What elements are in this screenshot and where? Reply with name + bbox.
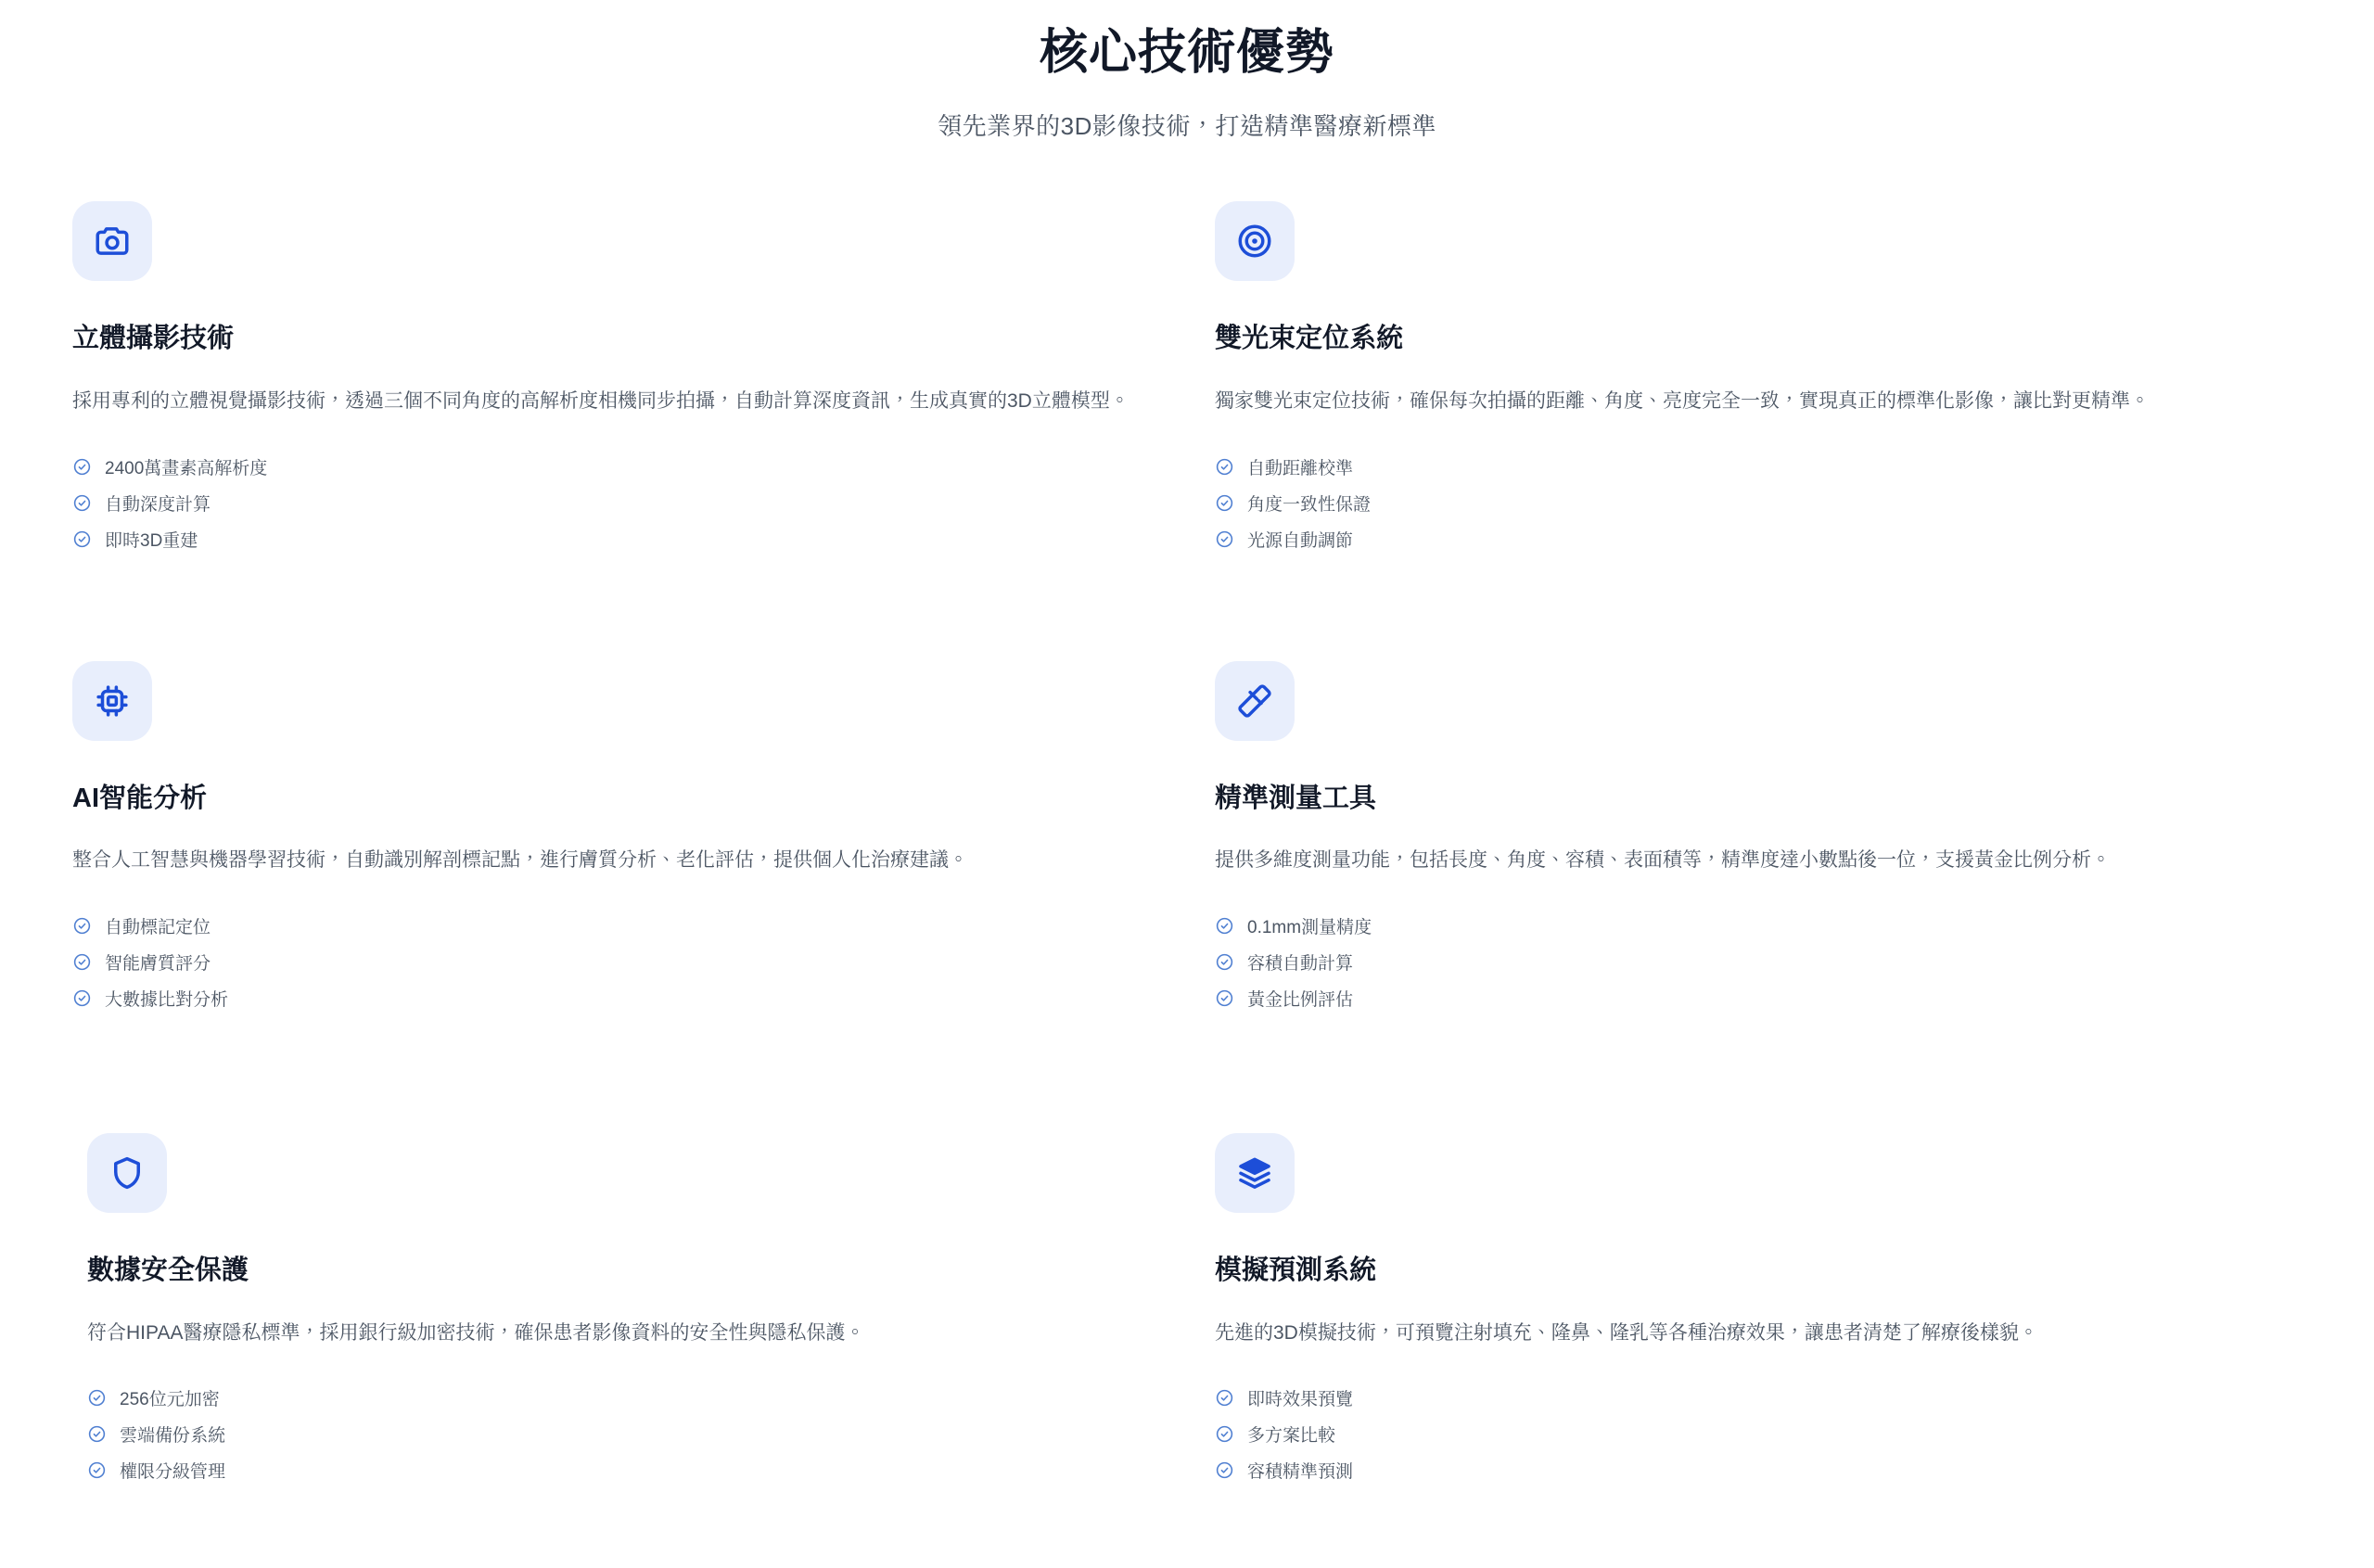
check-circle-icon: [87, 1388, 107, 1408]
feature-description: 採用專利的立體視覺攝影技術，透過三個不同角度的高解析度相機同步拍攝，自動計算深度資訊，生成真實的3D立體模型。: [72, 390, 1130, 413]
page-title: 核心技術優勢: [1039, 26, 1334, 80]
check-circle-icon: [1215, 1424, 1234, 1444]
feature-points: [1215, 1380, 2292, 1488]
point-label: 即時3D重建: [105, 530, 198, 551]
list-item: [72, 908, 1150, 944]
list-item: [1215, 1452, 2292, 1488]
list-item: [72, 485, 1150, 521]
list-item: [72, 944, 1150, 980]
feature-card-dual-beam-positioning: [1215, 201, 2302, 599]
section-header: [0, 0, 2374, 142]
point-label: 角度一致性保證: [1247, 494, 1372, 515]
point-label: 權限分級管理: [120, 1462, 226, 1483]
point-label: 光源自動調節: [1247, 530, 1354, 551]
list-item: [1215, 908, 2292, 944]
point-label: 自動深度計算: [105, 494, 211, 515]
point-label: 容積精準預測: [1247, 1462, 1354, 1483]
feature-title: 模擬預測系統: [1215, 1255, 1377, 1285]
point-label: 即時效果預覽: [1247, 1390, 1354, 1410]
check-circle-icon: [87, 1424, 107, 1444]
target-icon: [1215, 201, 1295, 281]
feature-title: 雙光束定位系統: [1215, 324, 1404, 354]
feature-card-precision-measurement: [1215, 600, 2302, 1059]
point-label: 多方案比較: [1247, 1426, 1336, 1447]
ruler-icon: [1215, 661, 1295, 741]
point-label: 大數據比對分析: [105, 989, 229, 1010]
camera-icon: [72, 201, 152, 281]
feature-title: 立體攝影技術: [72, 324, 235, 354]
list-item: [1215, 521, 2292, 557]
point-label: 2400萬畫素高解析度: [105, 458, 268, 478]
point-label: 黃金比例評估: [1247, 989, 1354, 1010]
feature-card-simulation-prediction: [1215, 1059, 2302, 1531]
check-circle-icon: [1215, 529, 1234, 549]
list-item: [1215, 449, 2292, 485]
check-circle-icon: [72, 457, 92, 477]
check-circle-icon: [1215, 952, 1234, 972]
page-subtitle: 領先業界的3D影像技術，打造精準醫療新標準: [938, 112, 1436, 141]
feature-description: 獨家雙光束定位技術，確保每次拍攝的距離、角度、亮度完全一致，實現真正的標準化影像，讓比對更精準。: [1215, 390, 2150, 413]
check-circle-icon: [72, 952, 92, 972]
point-label: 雲端備份系統: [120, 1426, 226, 1447]
list-item: [1215, 980, 2292, 1016]
feature-card-data-security: [72, 1059, 1159, 1531]
list-item: [72, 521, 1150, 557]
features-grid: [0, 201, 2374, 1531]
check-circle-icon: [72, 988, 92, 1008]
feature-title: 數據安全保護: [87, 1255, 249, 1285]
check-circle-icon: [1215, 916, 1234, 936]
feature-description: 符合HIPAA醫療隱私標準，採用銀行級加密技術，確保患者影像資料的安全性與隱私保護。: [87, 1321, 865, 1344]
list-item: [72, 449, 1150, 485]
feature-points: [87, 1380, 1150, 1488]
list-item: [1215, 1380, 2292, 1416]
point-label: 256位元加密: [120, 1390, 220, 1410]
cpu-chip-icon: [72, 661, 152, 741]
feature-points: [1215, 908, 2292, 1016]
shield-icon: [87, 1133, 167, 1213]
point-label: 自動距離校準: [1247, 458, 1354, 478]
check-circle-icon: [1215, 493, 1234, 513]
check-circle-icon: [72, 529, 92, 549]
check-circle-icon: [1215, 988, 1234, 1008]
check-circle-icon: [1215, 1388, 1234, 1408]
feature-points: [72, 449, 1150, 557]
list-item: [1215, 944, 2292, 980]
list-item: [87, 1452, 1150, 1488]
feature-title: 精準測量工具: [1215, 783, 1377, 813]
list-item: [1215, 1416, 2292, 1452]
point-label: 智能膚質評分: [105, 953, 211, 974]
layers-icon: [1215, 1133, 1295, 1213]
feature-card-ai-analysis: [72, 600, 1159, 1059]
feature-title: AI智能分析: [72, 783, 208, 813]
check-circle-icon: [72, 493, 92, 513]
list-item: [1215, 485, 2292, 521]
check-circle-icon: [87, 1460, 107, 1480]
list-item: [87, 1380, 1150, 1416]
check-circle-icon: [1215, 457, 1234, 477]
list-item: [72, 980, 1150, 1016]
point-label: 容積自動計算: [1247, 953, 1354, 974]
point-label: 0.1mm測量精度: [1247, 917, 1372, 937]
check-circle-icon: [72, 916, 92, 936]
point-label: 自動標記定位: [105, 917, 211, 937]
feature-points: [1215, 449, 2292, 557]
feature-description: 提供多維度測量功能，包括長度、角度、容積、表面積等，精準度達小數點後一位，支援黃金比例分析。: [1215, 849, 2111, 872]
check-circle-icon: [1215, 1460, 1234, 1480]
feature-card-stereo-photography: [72, 201, 1159, 599]
feature-description: 整合人工智慧與機器學習技術，自動識別解剖標記點，進行膚質分析、老化評估，提供個人化治療建議。: [72, 849, 968, 872]
feature-points: [72, 908, 1150, 1016]
feature-description: 先進的3D模擬技術，可預覽注射填充、隆鼻、隆乳等各種治療效果，讓患者清楚了解療後樣貌。: [1215, 1321, 2038, 1344]
list-item: [87, 1416, 1150, 1452]
